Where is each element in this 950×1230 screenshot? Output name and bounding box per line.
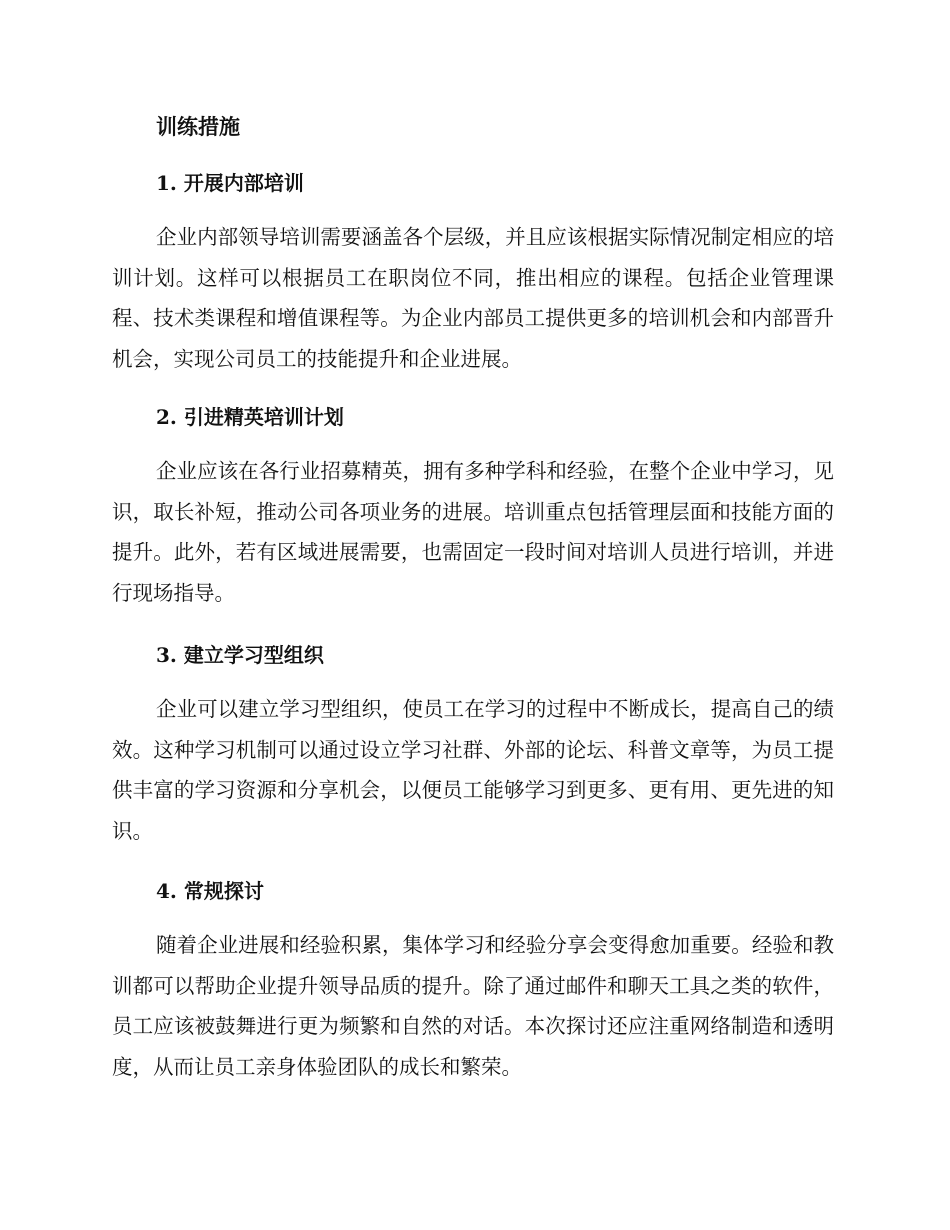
section-body-learning-organization: 企业可以建立学习型组织，使员工在学习的过程中不断成长，提高自己的绩效。这种学习机制可以通过设立学习社群、外部的论坛、科普文章等，为员工提供丰富的学习资源和分享机会，以便员工能够学习到更多、更有用、更先进的知识。 (112, 697, 834, 843)
section-heading-regular-discussion: 4. 常规探讨 (156, 879, 264, 903)
section-body-internal-training: 企业内部领导培训需要涵盖各个层级，并且应该根据实际情况制定相应的培训计划。这样可以根据员工在职岗位不同，推出相应的课程。包括企业管理课程、技术类课程和增值课程等。为企业内部员工提供更多的培训机会和内部晋升机会，实现公司员工的技能提升和企业进展。 (112, 225, 834, 371)
document-title: 训练措施 (156, 114, 240, 139)
section-heading-internal-training: 1. 开展内部培训 (156, 171, 304, 195)
section-heading-elite-training: 2. 引进精英培训计划 (156, 405, 344, 429)
section-body-elite-training: 企业应该在各行业招募精英，拥有多种学科和经验，在整个企业中学习，见识，取长补短，推动公司各项业务的进展。培训重点包括管理层面和技能方面的提升。此外，若有区域进展需要，也需固定一段时间对培训人员进行培训，并进行现场指导。 (112, 459, 834, 605)
section-heading-learning-organization: 3. 建立学习型组织 (156, 643, 324, 667)
section-body-regular-discussion: 随着企业进展和经验积累，集体学习和经验分享会变得愈加重要。经验和教训都可以帮助企业提升领导品质的提升。除了通过邮件和聊天工具之类的软件，员工应该被鼓舞进行更为频繁和自然的对话。本次探讨还应注重网络制造和透明度，从而让员工亲身体验团队的成长和繁荣。 (112, 933, 834, 1079)
